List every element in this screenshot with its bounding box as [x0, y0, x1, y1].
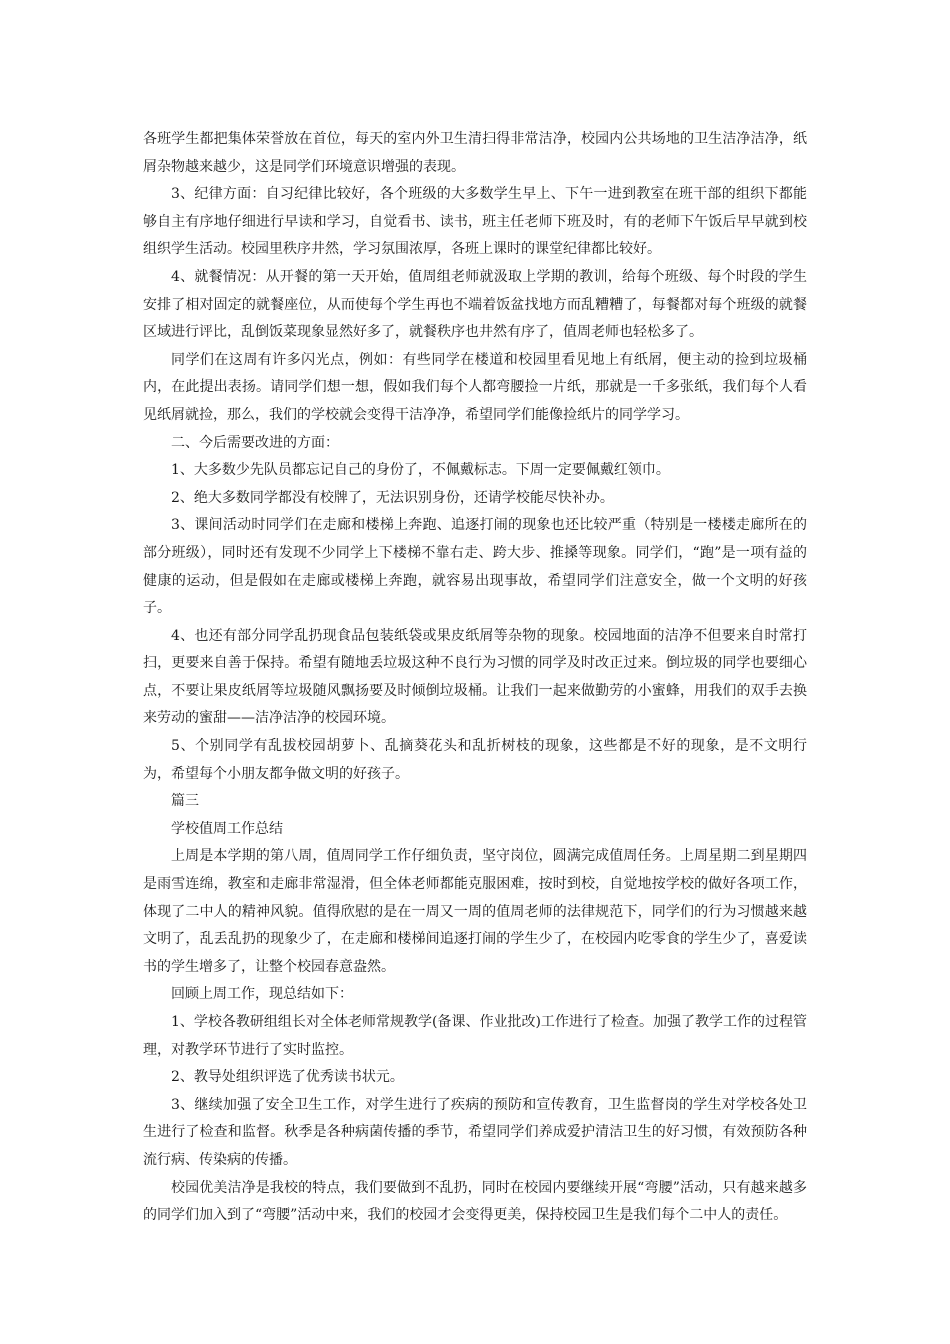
- paragraph-review-3: 3、继续加强了安全卫生工作，对学生进行了疾病的预防和宣传教育，卫生监督岗的学生对学校各处卫生进行了检查和监督。秋季是各种病菌传播的季节，希望同学们养成爱护清洁卫生的好习惯，有效预防各种流行病、传染病的传播。: [143, 1096, 807, 1168]
- paragraph-review-2: 2、教导处组织评选了优秀读书状元。: [171, 1069, 404, 1086]
- paragraph-improvement-3: 3、课间活动时同学们在走廊和楼梯上奔跑、追逐打闹的现象也还比较严重（特别是一楼楼走廊所在的部分班级），同时还有发现不少同学上下楼梯不靠右走、跨大步、推搡等现象。同学们，“跑”是一项有益的健康的运动，但是假如在走廊或楼梯上奔跑，就容易出现事故，希望同学们注意安全，做一个文明的好孩子。: [143, 517, 807, 617]
- paragraph-improvement-1: 1、大多数少先队员都忘记自己的身份了，不佩戴标志。下周一定要佩戴红领巾。: [171, 462, 670, 479]
- section-heading-improvements: 二、今后需要改进的方面：: [171, 434, 339, 451]
- paragraph-week-overview: 上周是本学期的第八周，值周同学工作仔细负责，坚守岗位，圆满完成值周任务。上周星期二到星期四是雨雪连绵，教室和走廊非常湿滑，但全体老师都能克服困难，按时到校，自觉地按学校的做好各项工作，体现了二中人的精神风貌。值得欣慰的是在一周又一周的值周老师的法律规范下，同学们的行为习惯越来越文明了，乱丢乱扔的现象少了，在走廊和楼梯间追逐打闹的学生少了，在校园内吃零食的学生少了，喜爱读书的学生增多了，让整个校园春意盎然。: [143, 848, 807, 975]
- paragraph-improvement-2: 2、绝大多数同学都没有校牌了，无法识别身份，还请学校能尽快补办。: [171, 489, 614, 506]
- document-body: [143, 126, 807, 1230]
- paragraph-discipline: 3、纪律方面：自习纪律比较好，各个班级的大多数学生早上、下午一进到教室在班干部的组织下都能够自主有序地仔细进行早读和学习，自觉看书、读书，班主任老师下班及时，有的老师下午饭后早早就到校组织学生活动。校园里秩序井然，学习氛围浓厚，各班上课时的课堂纪律都比较好。: [143, 186, 807, 258]
- paragraph-review-intro: 回顾上周工作，现总结如下：: [171, 986, 353, 1003]
- paragraph-review-1: 1、学校各教研组组长对全体老师常规教学(备课、作业批改)工作进行了检查。加强了教学工作的过程管理，对教学环节进行了实时监控。: [143, 1014, 807, 1058]
- paragraph-improvement-4: 4、也还有部分同学乱扔现食品包装纸袋或果皮纸屑等杂物的现象。校园地面的洁净不但要来自时常打扫，更要来自善于保持。希望有随地丢垃圾这种不良行为习惯的同学及时改正过来。倒垃圾的同学也要细心点，不要让果皮纸屑等垃圾随风飘扬要及时倾倒垃圾桶。让我们一起来做勤劳的小蜜蜂，用我们的双手去换来劳动的蜜甜——洁净洁净的校园环境。: [143, 627, 807, 727]
- paragraph-improvement-5: 5、个别同学有乱拔校园胡萝卜、乱摘葵花头和乱折树枝的现象，这些都是不好的现象，是不文明行为，希望每个小朋友都争做文明的好孩子。: [143, 738, 807, 782]
- section-title: 学校值周工作总结: [171, 820, 283, 837]
- paragraph-environment-awareness: 各班学生都把集体荣誉放在首位，每天的室内外卫生清扫得非常洁净，校园内公共场地的卫生洁净洁净，纸屑杂物越来越少，这是同学们环境意识增强的表现。: [143, 131, 807, 175]
- paragraph-highlights: 同学们在这周有许多闪光点，例如：有些同学在楼道和校园里看见地上有纸屑，便主动的捡到垃圾桶内，在此提出表扬。请同学们想一想，假如我们每个人都弯腰捡一片纸，那就是一千多张纸，我们每个人看见纸屑就捡，那么，我们的学校就会变得干洁净净，希望同学们能像捡纸片的同学学习。: [143, 351, 807, 423]
- section-label-part-three: 篇三: [171, 793, 199, 810]
- paragraph-dining: 4、就餐情况：从开餐的第一天开始，值周组老师就汲取上学期的教训，给每个班级、每个时段的学生安排了相对固定的就餐座位，从而使每个学生再也不端着饭盆找地方而乱糟糟了，每餐都对每个班级的就餐区域进行评比，乱倒饭菜现象显然好多了，就餐秩序也井然有序了，值周老师也轻松多了。: [143, 268, 807, 341]
- paragraph-closing: 校园优美洁净是我校的特点，我们要做到不乱扔，同时在校园内要继续开展“弯腰”活动，只有越来越多的同学们加入到了“弯腰”活动中来，我们的校园才会变得更美，保持校园卫生是我们每个二中人的责任。: [143, 1179, 807, 1224]
